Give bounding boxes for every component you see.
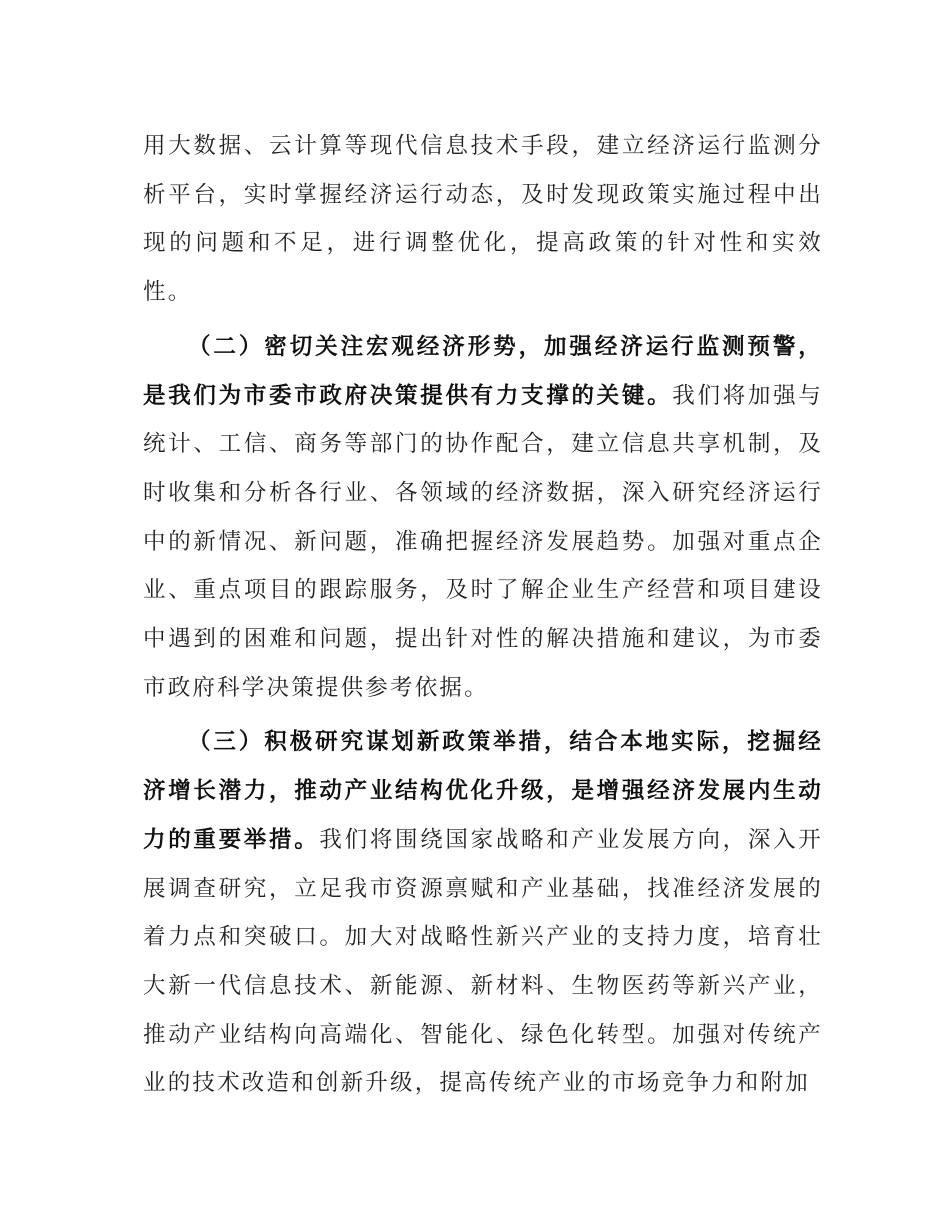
paragraph-section-2 <box>143 323 823 713</box>
document-body <box>143 122 823 1108</box>
paragraph-continuation <box>143 122 823 317</box>
paragraph-section-3 <box>143 718 823 1108</box>
section-3-heading: （三）积极研究谋划新政策举措，结合本地实际，挖掘经济增长潜力，推动产业结构优化升级，是增强经济发展内生动力的重要举措。 <box>143 729 823 853</box>
paragraph-1-body: 用大数据、云计算等现代信息技术手段，建立经济运行监测分析平台，实时掌握经济运行动态，及时发现政策实施过程中出现的问题和不足，进行调整优化，提高政策的针对性和实效性。 <box>143 133 823 306</box>
section-2-body: 我们将加强与统计、工信、商务等部门的协作配合，建立信息共享机制，及时收集和分析各行业、各领域的经济数据，深入研究经济运行中的新情况、新问题，准确把握经济发展趋势。加强对重点企业、重点项目的跟踪服务，及时了解企业生产经营和项目建设中遇到的困难和问题，提出针对性的解决措施和建议，为市委市政府科学决策提供参考依据。 <box>143 382 823 701</box>
section-3-body: 我们将围绕国家战略和产业发展方向，深入开展调查研究，立足我市资源禀赋和产业基础，找准经济发展的着力点和突破口。加大对战略性新兴产业的支持力度，培育壮大新一代信息技术、新能源、新材料、生物医药等新兴产业，推动产业结构向高端化、智能化、绿色化转型。加强对传统产业的技术改造和创新升级，提高传统产业的市场竞争力和附加 <box>143 826 823 1097</box>
section-2-heading: （二）密切关注宏观经济形势，加强经济运行监测预警，是我们为市委市政府决策提供有力支撑的关键。 <box>143 333 823 409</box>
